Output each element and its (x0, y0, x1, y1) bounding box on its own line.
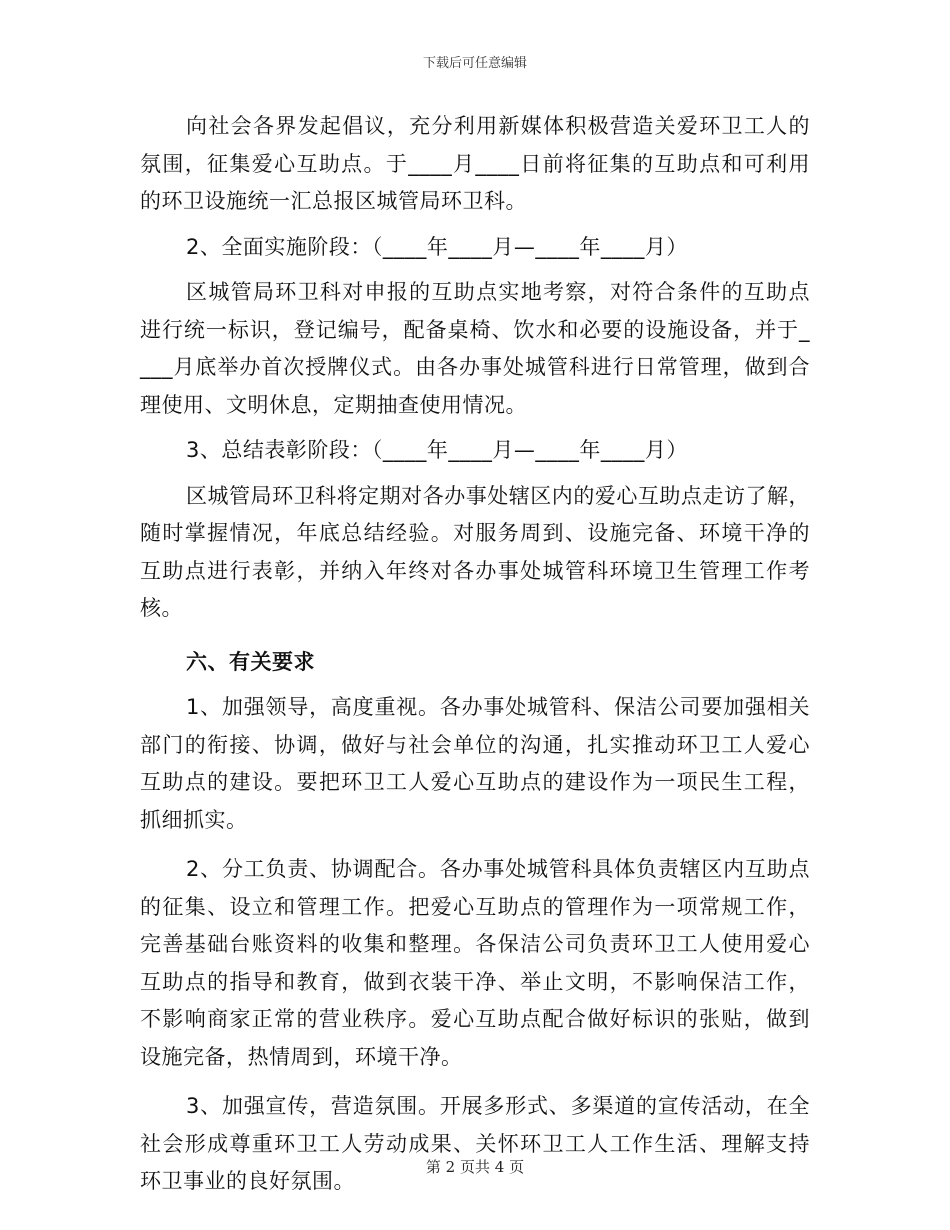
paragraph-line: 核。 (140, 596, 183, 620)
paragraph-line: 向社会各界发起倡议，充分利用新媒体积极营造关爱环卫工人的 (186, 114, 810, 138)
page-header-note: 下载后可任意编辑 (422, 56, 527, 71)
paragraph-line: 互助点的建设。要把环卫工人爱心互助点的建设作为一项民生工程， (140, 770, 810, 794)
paragraph-line: 区城管局环卫科对申报的互助点实地考察，对符合条件的互助点 (186, 280, 810, 304)
paragraph-line: 2、分工负责、协调配合。各办事处城管科具体负责辖区内互助点 (186, 857, 810, 881)
paragraph-line: ___月底举办首次授牌仪式。由各办事处城管科进行日常管理，做到合 (140, 355, 810, 379)
paragraph-line: 不影响商家正常的营业秩序。爱心互助点配合做好标识的张贴，做到 (140, 1007, 810, 1031)
section-item-full-implementation: 2、全面实施阶段：（____年____月—____年____月） (186, 234, 688, 259)
paragraph-line: 互助点的指导和教育，做到衣装干净、举止文明，不影响保洁工作， (140, 969, 810, 994)
paragraph-line: 的环卫设施统一汇总报区城管局环卫科。 (140, 189, 527, 213)
paragraph-line: 进行统一标识，登记编号，配备桌椅、饮水和必要的设施设备，并于_ (140, 317, 810, 342)
paragraph-line: 部门的衔接、协调，做好与社会单位的沟通，扎实推动环卫工人爱心 (140, 732, 810, 757)
paragraph-line: 3、加强宣传，营造氛围。开展多形式、多渠道的宣传活动，在全 (186, 1094, 810, 1118)
paragraph-line: 完善基础台账资料的收集和整理。各保洁公司负责环卫工人使用爱心 (140, 932, 810, 956)
paragraph-line: 环卫事业的良好氛围。 (140, 1169, 355, 1193)
paragraph-line: 的征集、设立和管理工作。把爱心互助点的管理作为一项常规工作， (140, 894, 810, 919)
section-heading-requirements: 六、有关要求 (186, 649, 315, 674)
document-body (140, 108, 810, 1201)
paragraph-line: 1、加强领导，高度重视。各办事处城管科、保洁公司要加强相关 (186, 695, 810, 719)
paragraph-line: 区城管局环卫科将定期对各办事处辖区内的爱心互助点走访了解， (186, 483, 810, 508)
paragraph-line: 理使用、文明休息，定期抽查使用情况。 (140, 392, 527, 417)
section-item-summary-commendation: 3、总结表彰阶段：（____年____月—____年____月） (186, 438, 688, 462)
paragraph-line: 设施完备，热情周到，环境干净。 (140, 1044, 463, 1069)
paragraph-line: 随时掌握情况，年底总结经验。对服务周到、设施完备、环境干净的 (140, 521, 810, 545)
paragraph-line: 社会形成尊重环卫工人劳动成果、关怀环卫工人工作生活、理解支持 (140, 1131, 810, 1156)
paragraph-line: 抓细抓实。 (140, 807, 248, 832)
paragraph-line: 氛围，征集爱心互助点。于____月____日前将征集的互助点和可利用 (140, 151, 810, 176)
paragraph-line: 互助点进行表彰，并纳入年终对各办事处城管科环境卫生管理工作考 (140, 558, 810, 583)
page-number: 第 2 页共 4 页 (425, 1158, 525, 1176)
